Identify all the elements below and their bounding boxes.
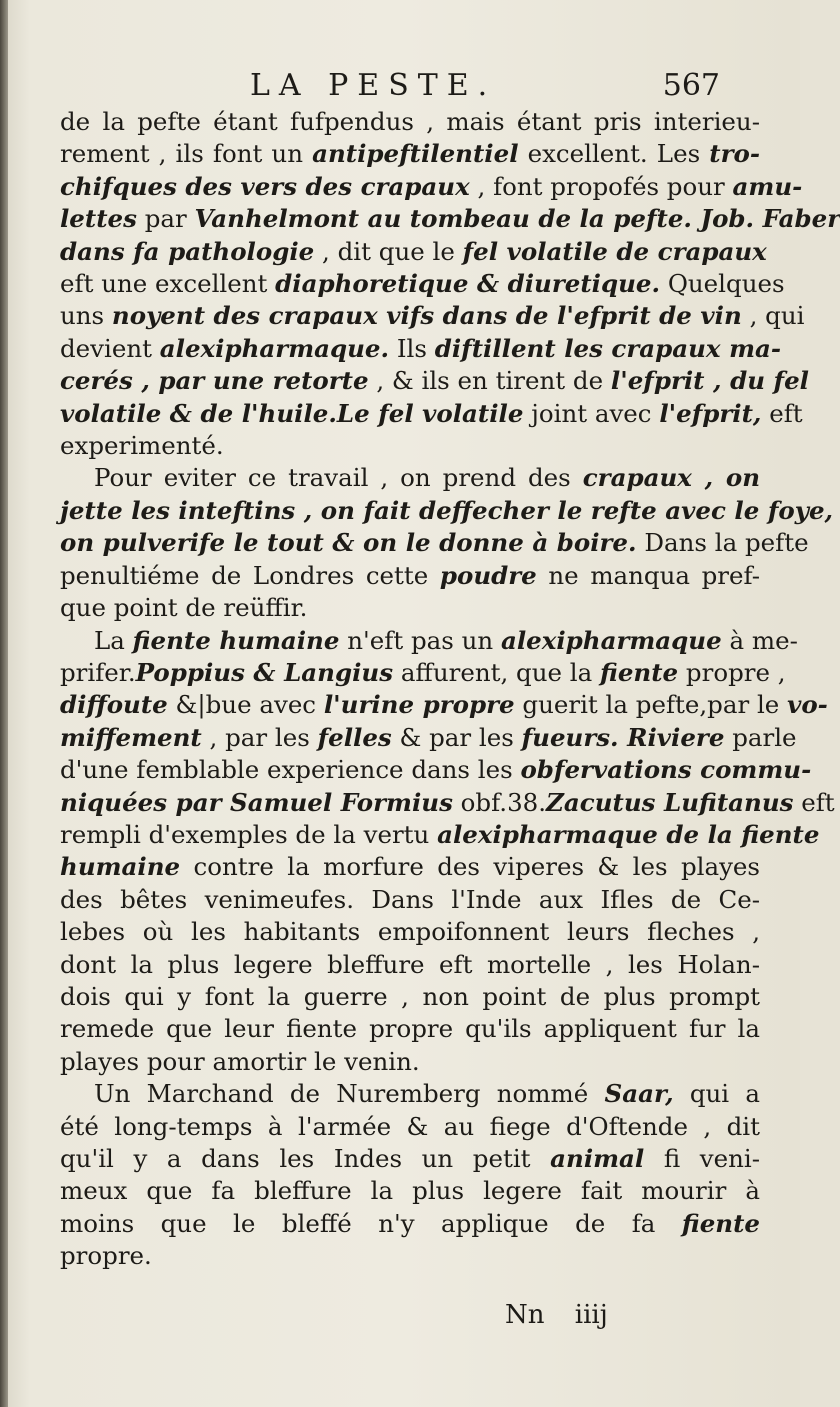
body-text xyxy=(60,106,840,1273)
text-line xyxy=(60,949,760,981)
italic-run: fel volatile de crapaux xyxy=(462,236,767,266)
text-line xyxy=(60,819,820,851)
text-run: qu'il y a dans les Indes un petit xyxy=(60,1144,551,1173)
text-run: qui a xyxy=(673,1079,760,1109)
italic-run: poudre xyxy=(439,560,537,590)
text-run: que point de reüffir. xyxy=(60,593,308,623)
text-run: , dit que le xyxy=(314,236,463,266)
italic-run: fueurs. Riviere xyxy=(521,722,725,752)
text-line xyxy=(60,722,797,754)
italic-run: niquées par Samuel Formius xyxy=(60,787,453,817)
text-run: rement , ils font un xyxy=(60,139,313,169)
italic-run: amu- xyxy=(732,171,803,201)
text-line xyxy=(60,1175,760,1207)
text-line xyxy=(60,916,760,948)
text-run: obf.38. xyxy=(452,787,547,817)
text-line xyxy=(60,462,760,494)
italic-run: miffement xyxy=(60,722,202,752)
text-line xyxy=(60,527,809,559)
italic-run: diffoute xyxy=(60,690,168,720)
paragraph xyxy=(60,462,834,624)
paragraph xyxy=(60,106,840,462)
italic-run: noyent des crapaux vifs dans de l'efprit de vin xyxy=(111,301,742,331)
text-run: des bêtes venimeufes. Dans l'Inde aux Ifles de Ce- xyxy=(60,884,760,914)
text-line xyxy=(60,1143,760,1175)
text-run: de la pefte étant fufpendus , mais étant pris interieu- xyxy=(60,107,760,136)
text-run: uns xyxy=(60,301,112,331)
text-run: eft xyxy=(793,787,835,817)
text-run: d'une femblable experience dans les xyxy=(60,755,521,785)
italic-run: diftillent les crapaux ma- xyxy=(434,333,782,363)
italic-run: on pulverife le tout & on le donne à boire. xyxy=(60,528,637,558)
text-run: dont la plus legere bleffure eft mortelle , les Holan- xyxy=(60,949,760,979)
running-title: LA PESTE. xyxy=(250,68,497,103)
text-run: , & ils en tirent de xyxy=(368,366,611,396)
text-run: rempli d'exemples de la vertu xyxy=(60,819,438,849)
italic-run: vo- xyxy=(787,690,828,720)
text-run: Pour eviter ce travail , on prend des xyxy=(94,463,583,493)
signature-mark: Nn iiij xyxy=(505,1300,608,1330)
italic-run: volatile & de l'huile.Le fel volatile xyxy=(60,398,524,428)
italic-run: obfervations commu- xyxy=(520,755,812,785)
text-run: propre , xyxy=(678,657,786,687)
italic-run: Zacutus Lufitanus xyxy=(546,787,794,817)
text-line xyxy=(60,560,760,592)
text-line xyxy=(60,300,805,332)
italic-run: l'urine propre xyxy=(323,690,515,720)
text-line xyxy=(60,1208,760,1240)
text-line xyxy=(60,365,809,397)
text-run: &|bue avec xyxy=(167,690,324,720)
text-line xyxy=(60,430,760,462)
italic-run: crapaux , on xyxy=(582,463,761,493)
italic-run: cerés , par une retorte xyxy=(60,366,369,396)
text-run: propre. xyxy=(60,1241,152,1271)
italic-run: l'efprit , du fel xyxy=(610,366,809,396)
italic-run: humaine xyxy=(60,852,181,882)
italic-run: diaphoretique & diuretique. xyxy=(275,269,661,299)
text-line xyxy=(60,625,798,657)
text-run: ne manqua pref- xyxy=(536,560,760,590)
text-run: Un Marchand de Nuremberg nommé xyxy=(94,1079,605,1109)
page-number: 567 xyxy=(662,68,720,103)
text-run: Ils xyxy=(389,333,435,363)
text-run: penultiéme de Londres cette xyxy=(60,560,440,590)
text-run: Dans la pefte xyxy=(636,528,809,558)
italic-run: alexipharmaque de la fiente xyxy=(437,819,820,849)
text-run: experimenté. xyxy=(60,431,224,461)
italic-run: jette les inteftins , on fait deffecher le refte avec le foye, xyxy=(60,495,834,525)
text-line xyxy=(60,268,785,300)
italic-run: Poppius & Langius xyxy=(135,657,394,687)
text-run: excellent. Les xyxy=(518,139,710,169)
text-run: moins que le bleffé n'y applique de fa xyxy=(60,1208,682,1238)
text-run: , par les xyxy=(201,722,318,752)
text-line xyxy=(60,106,760,138)
text-run: fi veni- xyxy=(644,1144,761,1173)
text-line xyxy=(60,1013,760,1045)
text-line xyxy=(60,689,828,721)
text-line xyxy=(60,1078,760,1110)
italic-run: alexipharmaque. xyxy=(159,333,390,363)
paragraph xyxy=(60,1078,760,1272)
text-run: remede que leur fiente propre qu'ils appliquent fur la xyxy=(60,1014,760,1044)
italic-run: l'efprit, xyxy=(659,398,762,428)
text-line xyxy=(60,398,803,430)
text-run: , qui xyxy=(741,301,805,331)
italic-run: animal xyxy=(550,1144,645,1173)
text-run: guerit la pefte,par le xyxy=(514,690,788,720)
italic-run: Saar, xyxy=(604,1079,674,1109)
italic-run: fiente xyxy=(681,1208,760,1238)
text-run: par xyxy=(136,204,195,234)
text-run: parle xyxy=(724,722,797,752)
text-line xyxy=(60,1111,760,1143)
italic-run: dans fa pathologie xyxy=(60,236,315,266)
text-run: lebes où les habitants empoifonnent leurs fleches , xyxy=(60,917,760,947)
text-line xyxy=(60,851,760,883)
text-run: été long-temps à l'armée & au fiege d'Oftende , dit xyxy=(60,1111,760,1141)
text-line xyxy=(60,592,760,624)
text-run: Quelques xyxy=(660,269,785,299)
text-line xyxy=(60,754,812,786)
text-line xyxy=(60,171,803,203)
italic-run: fiente humaine xyxy=(132,625,340,655)
text-run: La xyxy=(94,625,133,655)
text-run: affurent, que la xyxy=(393,657,601,687)
text-run: joint avec xyxy=(523,398,660,428)
text-line xyxy=(60,1240,760,1272)
text-line xyxy=(60,138,760,170)
italic-run: antipeftilentiel xyxy=(312,139,519,169)
text-run: à me- xyxy=(721,625,798,655)
text-run: contre la morfure des viperes & les playes xyxy=(180,852,760,882)
text-run: dois qui y font la guerre , non point de plus prompt xyxy=(60,981,760,1011)
text-run: n'eft pas un xyxy=(339,625,501,655)
text-run: devient xyxy=(60,333,160,363)
text-line xyxy=(60,495,834,527)
page-header xyxy=(60,68,720,108)
text-run: prifer. xyxy=(60,657,136,687)
italic-run: felles xyxy=(317,722,392,752)
italic-run: chifques des vers des crapaux xyxy=(60,171,470,201)
text-run: playes pour amortir le venin. xyxy=(60,1046,420,1076)
text-line xyxy=(60,1046,760,1078)
italic-run: lettes xyxy=(60,204,137,234)
binding-gutter xyxy=(0,0,8,1407)
text-run: & par les xyxy=(391,722,522,752)
text-line xyxy=(60,236,767,268)
italic-run: Vanhelmont au tombeau de la pefte. Job. Faber xyxy=(194,204,840,234)
italic-run: tro- xyxy=(709,139,760,169)
text-run: meux que fa bleffure la plus legere fait mourir à xyxy=(60,1176,760,1206)
text-run: eft une excellent xyxy=(60,269,276,299)
italic-run: fiente xyxy=(600,657,679,687)
text-line xyxy=(60,787,835,819)
paragraph xyxy=(60,625,835,1079)
text-line xyxy=(60,333,782,365)
text-line xyxy=(60,203,840,235)
text-run: eft xyxy=(761,398,803,428)
text-line xyxy=(60,884,760,916)
text-run: , font propofés pour xyxy=(469,171,733,201)
text-line xyxy=(60,981,760,1013)
text-line xyxy=(60,657,786,689)
italic-run: alexipharmaque xyxy=(500,625,722,655)
